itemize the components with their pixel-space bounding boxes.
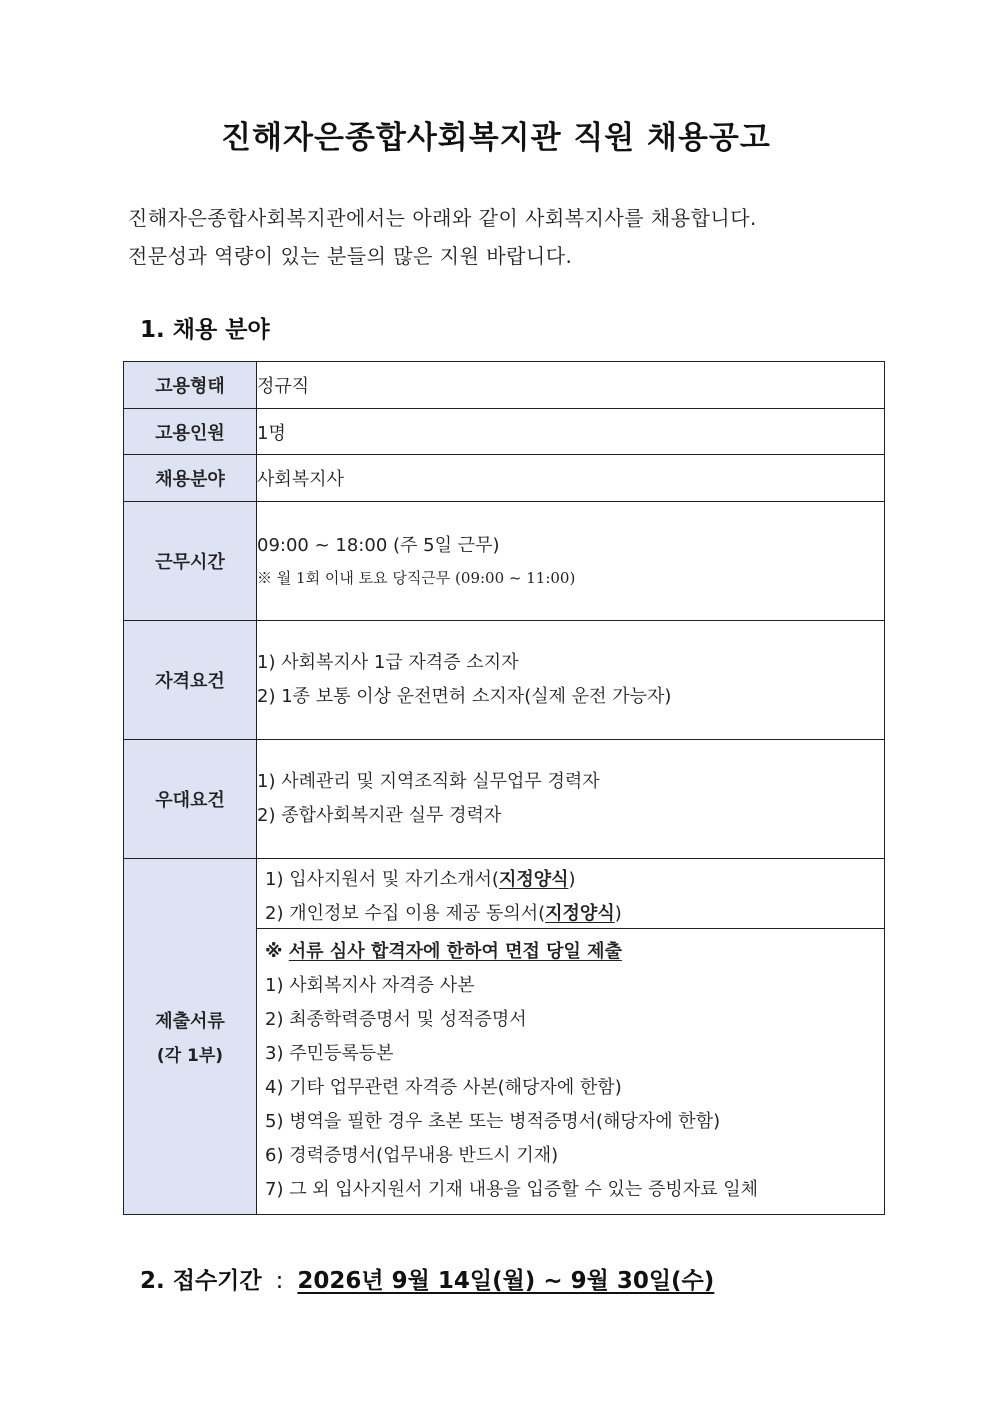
qualification-item: 2) 1종 보통 이상 운전면허 소지자(실제 운전 가능자): [257, 686, 672, 707]
documents-cell: [257, 859, 885, 1215]
interview-document-item: 5) 병역을 필한 경우 초본 또는 병적증명서(해당자에 한함): [265, 1111, 721, 1132]
headcount-label: 고용인원: [124, 409, 257, 455]
note-mark: ※: [265, 941, 289, 962]
intro-line-1: 진해자은종합사회복지관에서는 아래와 같이 사회복지사를 채용합니다.: [128, 206, 757, 230]
qualifications-label: 자격요건: [124, 621, 257, 740]
qualification-item: 1) 사회복지사 1급 자격증 소지자: [257, 652, 519, 673]
designated-form-mark: 지정양식: [498, 869, 569, 890]
hours-note: ※ 월 1회 이내 토요 당직근무 (09:00 ~ 11:00): [257, 569, 576, 587]
interview-documents-title: 서류 심사 합격자에 한하여 면접 당일 제출: [288, 941, 622, 962]
interview-document-item: 1) 사회복지사 자격증 사본: [265, 975, 475, 996]
table-row: [124, 740, 885, 859]
required-document-suffix: ): [568, 869, 576, 890]
documents-sublabel: (각 1부): [156, 1046, 224, 1066]
preference-item: 1) 사례관리 및 지역조직화 실무업무 경력자: [257, 771, 600, 792]
application-period-value: 2026년 9월 14일(월) ~ 9월 30일(수): [297, 1268, 715, 1294]
table-row: [124, 621, 885, 740]
required-document-item: [265, 897, 884, 931]
recruitment-table: [123, 361, 885, 1215]
interview-document-item: 3) 주민등록등본: [265, 1043, 394, 1064]
employment-type-value: 정규직: [257, 362, 885, 409]
table-row: [124, 859, 885, 1215]
hours-value: 09:00 ~ 18:00 (주 5일 근무): [257, 535, 500, 556]
interview-document-item: 2) 최종학력증명서 및 성적증명서: [265, 1009, 527, 1030]
interview-document-item: 4) 기타 업무관련 자격증 사본(해당자에 한함): [265, 1077, 622, 1098]
application-period-label: 2. 접수기간: [140, 1268, 262, 1294]
interview-document-item: 6) 경력증명서(업무내용 반드시 기재): [265, 1145, 559, 1166]
interview-document-item: 7) 그 외 입사지원서 기재 내용을 입증할 수 있는 증빙자료 일체: [265, 1179, 759, 1200]
field-value: 사회복지사: [257, 455, 885, 502]
interview-documents-heading: [265, 935, 884, 969]
page-title: 진해자은종합사회복지관 직원 채용공고: [221, 120, 771, 156]
table-row: [124, 409, 885, 455]
table-row: [124, 455, 885, 502]
required-document-item: [265, 863, 884, 897]
section-heading-application-period: [140, 1262, 714, 1295]
required-document-suffix: ): [614, 903, 622, 924]
required-document-text: 2) 개인정보 수집 이용 제공 동의서(: [265, 903, 546, 924]
documents-label: 제출서류: [155, 1011, 225, 1032]
required-document-text: 1) 입사지원서 및 자기소개서(: [265, 869, 499, 890]
hours-cell: [257, 502, 885, 621]
designated-form-mark: 지정양식: [545, 903, 615, 924]
application-period-separator: :: [275, 1268, 284, 1294]
required-documents: [257, 859, 884, 928]
field-label: 채용분야: [124, 455, 257, 502]
preferences-cell: [257, 740, 885, 859]
qualifications-cell: [257, 621, 885, 740]
headcount-value: 1명: [257, 409, 885, 455]
employment-type-label: 고용형태: [124, 362, 257, 409]
table-row: [124, 362, 885, 409]
documents-label-cell: [124, 859, 257, 1215]
intro-line-2: 전문성과 역량이 있는 분들의 많은 지원 바랍니다.: [128, 244, 573, 268]
preference-item: 2) 종합사회복지관 실무 경력자: [257, 805, 502, 826]
interview-documents: [257, 928, 884, 1211]
hours-label: 근무시간: [124, 502, 257, 621]
section-heading-recruitment-field: 1. 채용 분야: [140, 317, 270, 343]
preferences-label: 우대요건: [124, 740, 257, 859]
table-row: [124, 502, 885, 621]
